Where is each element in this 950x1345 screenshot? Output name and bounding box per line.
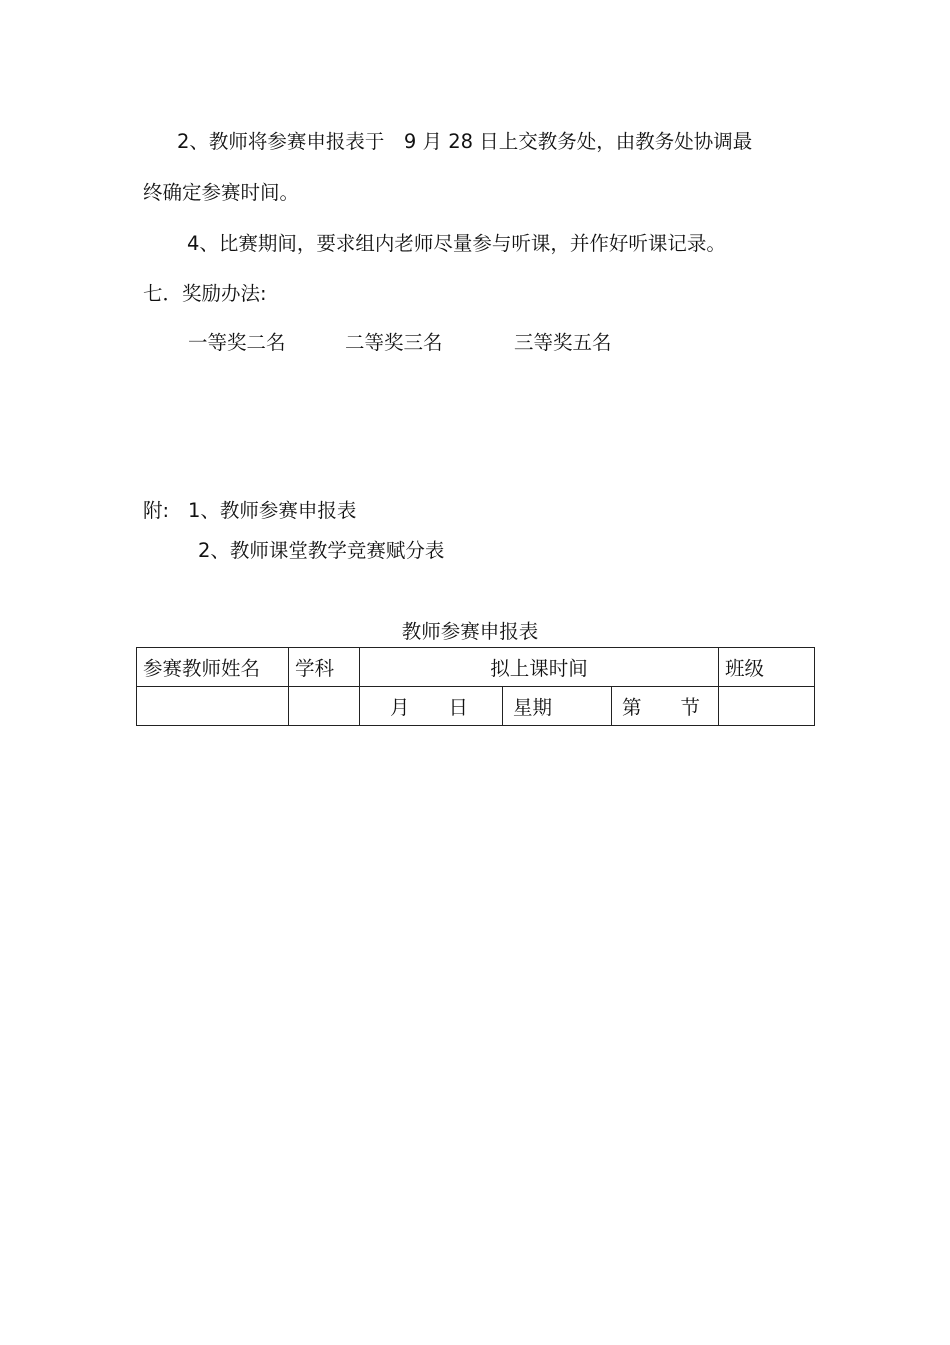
table-row	[137, 648, 815, 687]
header-subject: 学科	[289, 648, 360, 687]
appendix-label: 附:	[143, 499, 170, 522]
paragraph-2-line-1: 2、教师将参赛申报表于 9 月 28 日上交教务处，由教务处协调最	[177, 130, 753, 153]
paragraph-4: 4、比赛期间，要求组内老师尽量参与听课，并作好听课记录。	[187, 232, 726, 255]
table-row	[137, 687, 815, 726]
application-form-table	[136, 647, 815, 726]
header-teacher-name: 参赛教师姓名	[137, 648, 289, 687]
award-second: 二等奖三名	[345, 331, 443, 354]
cell-month-day: 月 日	[360, 687, 503, 726]
paragraph-2-line-2: 终确定参赛时间。	[143, 181, 300, 204]
appendix-item-1: 1、教师参赛申报表	[188, 499, 357, 522]
section-7-heading: 七．奖励办法:	[143, 282, 267, 305]
award-third: 三等奖五名	[514, 331, 612, 354]
award-first: 一等奖二名	[188, 331, 286, 354]
header-class: 班级	[719, 648, 815, 687]
appendix-item-2: 2、教师课堂教学竞赛赋分表	[198, 539, 445, 562]
cell-teacher-name	[137, 687, 289, 726]
cell-subject	[289, 687, 360, 726]
form-title: 教师参赛申报表	[401, 620, 539, 643]
cell-weekday: 星期	[503, 687, 612, 726]
header-planned-time: 拟上课时间	[360, 648, 719, 687]
cell-period: 第 节	[612, 687, 719, 726]
cell-class	[719, 687, 815, 726]
